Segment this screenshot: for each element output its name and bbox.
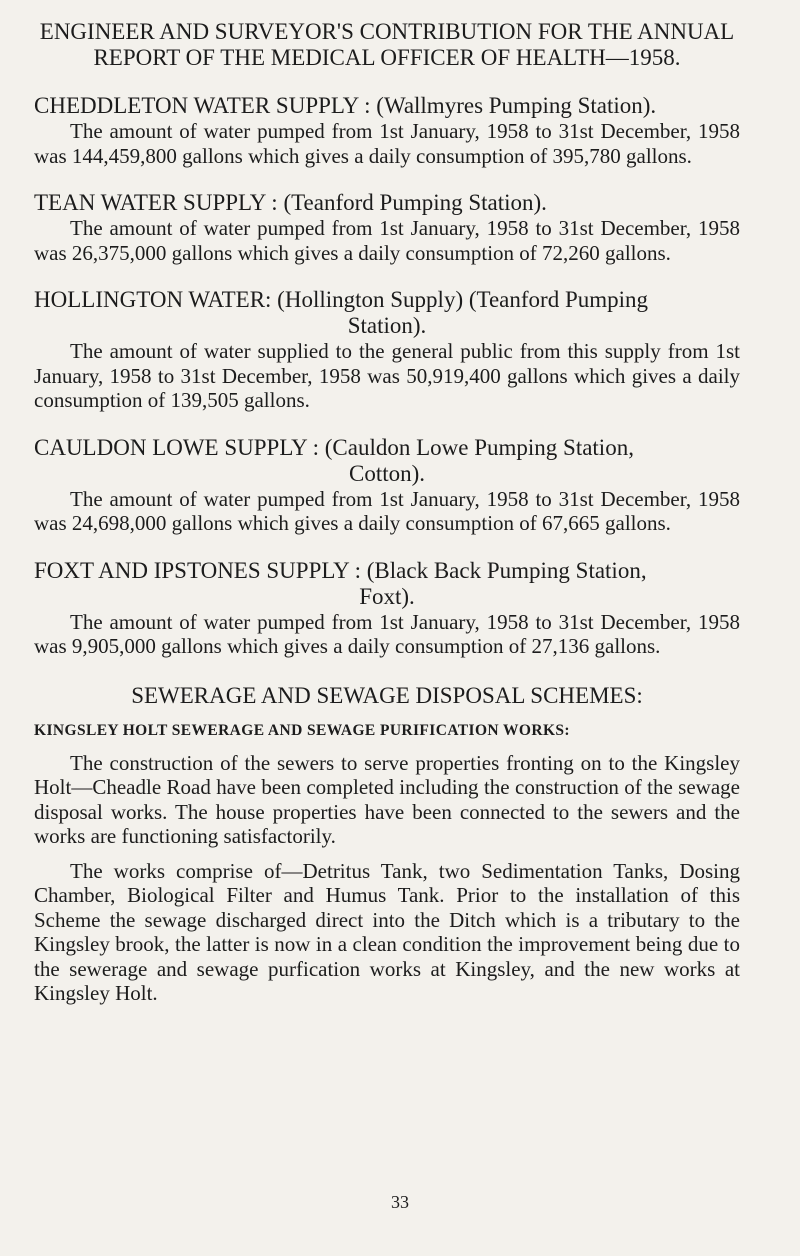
section-text: The amount of water pumped from 1st January, 1958 to 31st December, 1958 was 26,375,000 gallons which gives a daily consumption of 72,260 gallons. [34, 216, 740, 265]
sewerage-paragraph-1: The construction of the sewers to serve properties fronting on to the Kingsley Holt—Cheadle Road have been completed including the construction of the sewage disposal works. The house properties have been connected to the sewers and the works are functioning satisfactorily. [34, 750, 740, 848]
section-cauldon-lowe [34, 435, 740, 536]
section-heading: HOLLINGTON WATER: (Hollington Supply) (Teanford Pumping Station). [34, 287, 740, 339]
section-heading-continued: Foxt). [359, 583, 415, 609]
section-tean [34, 190, 740, 265]
section-text: The amount of water pumped from 1st January, 1958 to 31st December, 1958 was 9,905,000 gallons which gives a daily consumption of 27,136 gallons. [34, 609, 740, 658]
kingsley-holt-subheading: KINGSLEY HOLT SEWERAGE AND SEWAGE PURIFICATION WORKS: [34, 721, 570, 739]
sewerage-paragraph-2: The works comprise of—Detritus Tank, two Sedimentation Tanks, Dosing Chamber, Biological Filter and Humus Tank. Prior to the installation of this Scheme the sewage discharged direct into the Ditch which is a tributary to the Kingsley brook, the latter is now in a clean condition the improvement being due to the sewerage and sewage purfication works at Kingsley, and the new works at Kingsley Holt. [34, 858, 740, 1005]
section-heading-continued: Cotton). [348, 460, 426, 486]
section-text: The amount of water supplied to the general public from this supply from 1st January, 1958 to 31st December, 1958 was 50,919,400 gallons which gives a daily consumption of 139,505 gallons. [34, 339, 740, 412]
page-number: 33 [391, 1192, 409, 1212]
section-heading: FOXT AND IPSTONES SUPPLY : (Black Back Pumping Station, Foxt). [34, 558, 740, 610]
section-heading-continued: Station). [347, 313, 427, 338]
section-cheddleton [34, 93, 740, 168]
section-heading: TEAN WATER SUPPLY : (Teanford Pumping Station). [34, 190, 547, 215]
section-text: The amount of water pumped from 1st January, 1958 to 31st December, 1958 was 144,459,800 gallons which gives a daily consumption of 395,780 gallons. [34, 119, 740, 168]
section-hollington [34, 287, 740, 413]
document-title: ENGINEER AND SURVEYOR'S CONTRIBUTION FOR THE ANNUAL REPORT OF THE MEDICAL OFFICER OF HEALTH—1958. [39, 19, 735, 70]
section-heading: CAULDON LOWE SUPPLY : (Cauldon Lowe Pumping Station, Cotton). [34, 435, 740, 487]
section-heading: CHEDDLETON WATER SUPPLY : (Wallmyres Pumping Station). [34, 93, 657, 118]
section-text: The amount of water pumped from 1st January, 1958 to 31st December, 1958 was 24,698,000 gallons which gives a daily consumption of 67,665 gallons. [34, 486, 740, 535]
section-foxt-ipstones [34, 558, 740, 659]
sewerage-heading: SEWERAGE AND SEWAGE DISPOSAL SCHEMES: [131, 682, 643, 708]
